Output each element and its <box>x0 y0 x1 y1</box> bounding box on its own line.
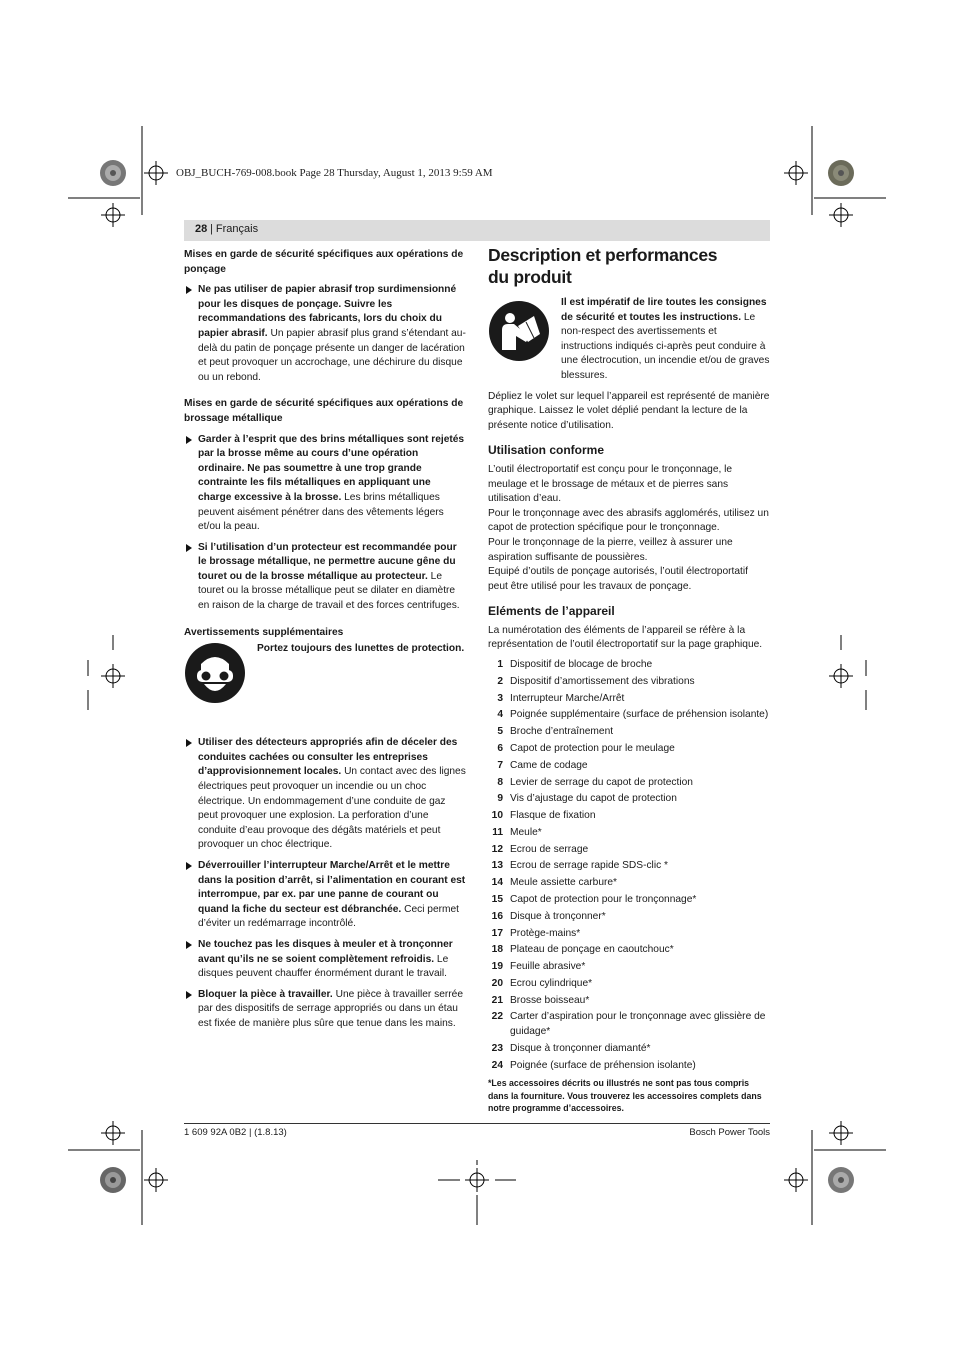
element-number: 23 <box>491 1042 503 1054</box>
warning-text: Un contact avec des lignes électriques peut provoquer un incendie ou un choc électrique. Un endommagement d’une conduite de gaz peut provoquer une explosion. La perforation d’une conduite d’eau provoque des dégâts matériels et peut provoquer un choc électrique. <box>198 766 466 851</box>
element-item <box>488 708 770 723</box>
element-number: 15 <box>491 894 503 905</box>
element-item <box>488 994 770 1009</box>
element-label: Came de codage <box>510 759 588 771</box>
warning-text: Ceci permet d’éviter un redémarrage incontrôlé. <box>198 903 459 930</box>
bullet-arrow-icon <box>186 991 192 999</box>
warning-text: Un papier abrasif plus grand s’étendant au-delà du patin de ponçage présente un danger de lacération et peut provoquer un accrochage, une déchirure du disque ou un rebond. <box>198 327 466 383</box>
read-bold: Il est impératif de lire toutes les consignes de sécurité et toutes les instructions. <box>561 297 767 323</box>
element-item <box>488 859 770 874</box>
elements-list <box>488 658 770 1073</box>
element-number: 4 <box>497 709 503 721</box>
section-title <box>488 244 770 288</box>
element-number: 9 <box>497 793 503 805</box>
warning-item <box>184 938 466 982</box>
element-number: 22 <box>491 1011 503 1023</box>
element-number: 8 <box>497 776 503 788</box>
bullet-arrow-icon <box>186 739 192 747</box>
element-label: Poignée (surface de préhension isolante) <box>510 1059 696 1071</box>
elements-intro: La numérotation des éléments de l’appareil se réfère à la représentation de l’outil électroportatif sur la page graphique. <box>488 624 763 651</box>
goggles-text: Portez toujours des lunettes de protection. <box>257 643 465 655</box>
element-label: Meule* <box>510 826 542 838</box>
footer-right: Bosch Power Tools <box>689 1127 770 1138</box>
element-item <box>488 776 770 791</box>
use-heading: Utilisation conforme <box>488 443 605 458</box>
element-label: Protège-mains* <box>510 927 581 939</box>
book-info-line: OBJ_BUCH-769-008.book Page 28 Thursday, August 1, 2013 9:59 AM <box>176 167 493 179</box>
accessories-footnote: *Les accessoires décrits ou illustrés ne sont pas tous compris dans la fourniture. Vous trouverez les accessoires complets dans notre programme d’accessoires. <box>488 1078 762 1114</box>
element-label: Plateau de ponçage en caoutchouc* <box>510 944 674 956</box>
element-item <box>488 725 770 740</box>
element-item <box>488 977 770 992</box>
element-label: Dispositif de blocage de broche <box>510 659 653 671</box>
element-number: 24 <box>491 1059 503 1071</box>
use-paragraph: L’outil électroportatif est conçu pour le tronçonnage, le meulage et le brossage de métaux et de pierres sans utilisation d’eau. <box>488 463 733 505</box>
sanding-heading: Mises en garde de sécurité spécifiques aux opérations de ponçage <box>184 249 464 275</box>
element-number: 12 <box>491 843 503 855</box>
element-item <box>488 809 770 824</box>
element-item <box>488 759 770 774</box>
warning-bold: Utiliser des détecteurs appropriés afin de déceler des conduites cachées ou consulter les entreprises d’approvisionnement locales. <box>198 737 458 778</box>
warning-bold: Si l’utilisation d’un protecteur est recommandée pour le brossage métallique, ne permettre aucune gêne du touret ou de la brosse métallique au protecteur. <box>198 541 457 582</box>
warning-item <box>184 859 466 932</box>
read-manual-icon <box>488 300 550 362</box>
bullet-arrow-icon <box>186 436 192 444</box>
element-label: Vis d’ajustage du capot de protection <box>510 793 677 805</box>
footer-rule <box>184 1123 770 1124</box>
warning-item <box>184 736 466 853</box>
page-number: 28 <box>195 223 208 235</box>
brush-heading: Mises en garde de sécurité spécifiques aux opérations de brossage métallique <box>184 398 464 424</box>
element-number: 7 <box>497 759 503 771</box>
element-item <box>488 893 770 908</box>
element-label: Meule assiette carbure* <box>510 877 618 889</box>
element-number: 3 <box>497 692 503 704</box>
extra-warnings-heading: Avertissements supplémentaires <box>184 626 344 638</box>
element-item <box>488 1010 770 1039</box>
element-label: Flasque de fixation <box>510 810 596 822</box>
use-paragraph: Pour le tronçonnage de la pierre, veillez à assurer une aspiration suffisante de poussières. <box>488 536 733 563</box>
warning-bold: Garder à l’esprit que des brins métalliques sont rejetés par la brosse même au cours d’une opération ordinaire. Ne pas soumettre à une trop grande contrainte les fils métalliques en appliquant une charge excessive à la brosse. <box>198 433 465 503</box>
element-label: Ecrou de serrage <box>510 843 589 855</box>
page-language: | Français <box>210 223 259 235</box>
read-manual-text <box>561 296 770 384</box>
element-item <box>488 792 770 807</box>
element-item <box>488 910 770 925</box>
warning-text: Les brins métalliques peuvent aisément pénétrer dans des vêtements légers et/ou la peau. <box>198 491 444 533</box>
element-item <box>488 943 770 958</box>
element-item <box>488 692 770 707</box>
element-number: 19 <box>491 961 503 973</box>
element-label: Brosse boisseau* <box>510 994 590 1006</box>
read-text: Le non-respect des avertissements et instructions indiqués ci-après peut conduire à une électrocution, un incendie et/ou de graves blessures. <box>561 311 770 381</box>
element-number: 21 <box>491 994 503 1006</box>
warning-bold: Ne touchez pas les disques à meuler et à tronçonner avant qu’ils ne se soient complètement refroidis. <box>198 938 453 965</box>
element-label: Capot de protection pour le tronçonnage* <box>510 894 697 905</box>
bullet-arrow-icon <box>186 286 192 294</box>
element-number: 16 <box>491 910 503 922</box>
safety-goggles-icon <box>184 642 246 704</box>
left-column <box>184 248 466 1038</box>
warning-item <box>184 283 466 385</box>
section-title-line2: du produit <box>488 267 572 287</box>
element-label: Disque à tronçonner* <box>510 910 606 922</box>
element-number: 5 <box>497 726 503 738</box>
element-item <box>488 742 770 757</box>
elements-heading: Eléments de l’appareil <box>488 604 615 619</box>
element-item <box>488 927 770 942</box>
warning-text: Le touret ou la brosse métallique peut se dilater en diamètre en raison de la charge de travail et des forces centrifuges. <box>198 570 460 612</box>
element-item <box>488 960 770 975</box>
unfold-text: Dépliez le volet sur lequel l’appareil est représenté de manière graphique. Laissez le volet déplié pendant la lecture de la présente notice d’utilisation. <box>488 390 770 431</box>
element-label: Disque à tronçonner diamanté* <box>510 1042 651 1054</box>
element-label: Ecrou de serrage rapide SDS-clic * <box>510 860 668 872</box>
element-item <box>488 1042 770 1057</box>
element-label: Ecrou cylindrique* <box>510 977 593 989</box>
element-item <box>488 1059 770 1074</box>
element-number: 11 <box>492 826 503 838</box>
element-label: Interrupteur Marche/Arrêt <box>510 692 625 704</box>
element-label: Dispositif d’amortissement des vibrations <box>510 675 695 687</box>
warning-item <box>184 541 466 614</box>
warning-bold: Déverrouiller l’interrupteur Marche/Arrêt et le mettre dans la position d’arrêt, si l’alimentation en courant est interrompue, par ex. par une panne de courant ou quand la fiche du secteur est débranchée. <box>198 860 466 915</box>
warning-bold: Bloquer la pièce à travailler. <box>198 988 333 1000</box>
warning-item <box>184 433 466 535</box>
warning-text: Le disques peuvent chauffer énormément durant le travail. <box>198 953 449 980</box>
element-item <box>488 658 770 673</box>
element-item <box>488 826 770 841</box>
footer-left: 1 609 92A 0B2 | (1.8.13) <box>184 1127 287 1138</box>
element-item <box>488 675 770 690</box>
element-item <box>488 843 770 858</box>
element-number: 6 <box>497 742 503 754</box>
element-item <box>488 876 770 891</box>
element-label: Carter d’aspiration pour le tronçonnage avec glissière de guidage* <box>510 1011 766 1038</box>
bullet-arrow-icon <box>186 862 192 870</box>
right-column <box>488 244 770 1115</box>
element-number: 10 <box>491 810 503 822</box>
element-number: 17 <box>491 927 503 939</box>
element-label: Levier de serrage du capot de protection <box>510 776 693 788</box>
warning-text: Une pièce à travailler serrée par des dispositifs de serrage appropriés ou dans un étau est fixée de manière plus sûre que tenue dans les mains. <box>198 988 463 1029</box>
section-title-line1: Description et performances <box>488 245 718 265</box>
element-label: Feuille abrasive* <box>510 961 586 973</box>
element-number: 1 <box>497 659 503 671</box>
bullet-arrow-icon <box>186 941 192 949</box>
warning-bold: Ne pas utiliser de papier abrasif trop surdimensionné pour les disques de ponçage. Suivre les recommandations des fabricants, lors du choix du papier abrasif. <box>198 284 457 339</box>
element-label: Capot de protection pour le meulage <box>510 742 675 754</box>
page-header-bar <box>184 220 770 241</box>
bullet-arrow-icon <box>186 544 192 552</box>
read-manual-block <box>488 296 770 384</box>
element-label: Broche d’entraînement <box>510 726 614 738</box>
element-number: 20 <box>491 977 503 989</box>
element-number: 18 <box>491 944 503 956</box>
element-number: 14 <box>491 877 503 889</box>
warning-item <box>184 988 466 1032</box>
use-paragraph: Equipé d’outils de ponçage autorisés, l’outil électroportatif peut être utilisé pour les travaux de ponçage. <box>488 566 748 592</box>
element-number: 2 <box>497 675 503 687</box>
use-paragraph: Pour le tronçonnage avec des abrasifs agglomérés, utilisez un capot de protection spécifique pour le tronçonnage. <box>488 507 769 534</box>
element-number: 13 <box>491 860 503 872</box>
goggles-block <box>184 642 466 736</box>
element-label: Poignée supplémentaire (surface de préhension isolante) <box>510 709 769 721</box>
language-label: Français <box>215 223 259 235</box>
